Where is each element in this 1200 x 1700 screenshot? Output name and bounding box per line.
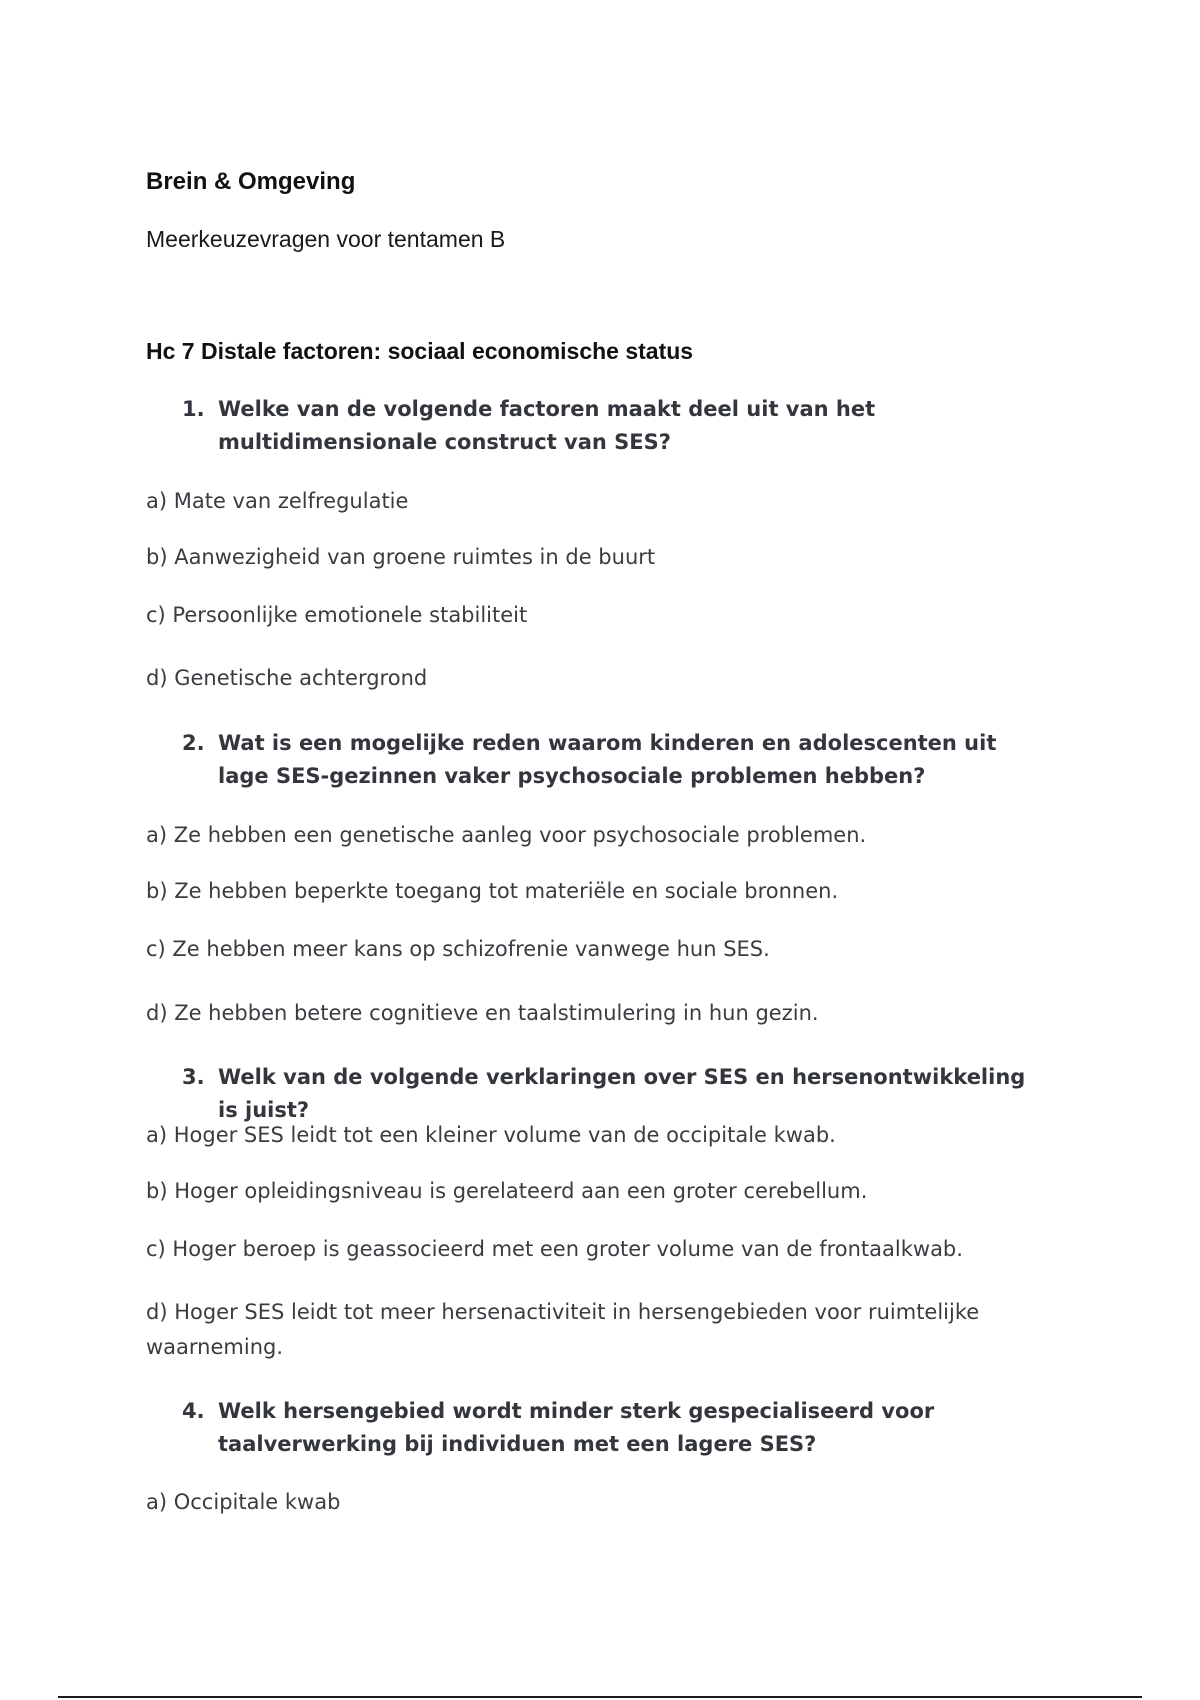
question-4 [182, 1395, 1052, 1461]
question-number: 2. [182, 731, 205, 755]
question-4-option-a: a) Occipitale kwab [146, 1490, 341, 1514]
question-1 [182, 393, 1052, 459]
question-number: 3. [182, 1065, 205, 1089]
question-text: Welke van de volgende factoren maakt deel uit van het multidimensionale construct van SES? [218, 397, 876, 454]
question-3-option-d: d) Hoger SES leidt tot meer hersenactiviteit in hersengebieden voor ruimtelijke waarneming. [146, 1300, 980, 1359]
page-bottom-divider [58, 1696, 1142, 1698]
question-2-option-a: a) Ze hebben een genetische aanleg voor psychosociale problemen. [146, 823, 867, 847]
question-number: 1. [182, 397, 205, 421]
question-1-option-b: b) Aanwezigheid van groene ruimtes in de buurt [146, 545, 656, 569]
question-1-option-c: c) Persoonlijke emotionele stabiliteit [146, 603, 528, 627]
question-2-option-b: b) Ze hebben beperkte toegang tot materiële en sociale bronnen. [146, 879, 839, 903]
question-3-option-a: a) Hoger SES leidt tot een kleiner volume van de occipitale kwab. [146, 1123, 836, 1147]
question-number: 4. [182, 1399, 205, 1423]
question-2 [182, 727, 1052, 793]
section-heading: Hc 7 Distale factoren: sociaal economische status [146, 338, 694, 364]
question-1-option-a: a) Mate van zelfregulatie [146, 489, 409, 513]
question-text: Welk hersengebied wordt minder sterk gespecialiseerd voor taalverwerking bij individuen met een lagere SES? [218, 1399, 935, 1456]
question-text: Welk van de volgende verklaringen over SES en hersenontwikkeling is juist? [218, 1065, 1026, 1122]
question-1-option-d: d) Genetische achtergrond [146, 666, 428, 690]
question-text: Wat is een mogelijke reden waarom kinderen en adolescenten uit lage SES-gezinnen vaker psychosociale problemen hebben? [218, 731, 997, 788]
document-title: Brein & Omgeving [146, 168, 356, 195]
question-3-option-b: b) Hoger opleidingsniveau is gerelateerd aan een groter cerebellum. [146, 1179, 868, 1203]
document-subtitle: Meerkeuzevragen voor tentamen B [146, 226, 506, 252]
question-3-option-c: c) Hoger beroep is geassocieerd met een groter volume van de frontaalkwab. [146, 1237, 963, 1261]
question-2-option-d: d) Ze hebben betere cognitieve en taalstimulering in hun gezin. [146, 1001, 819, 1025]
question-2-option-c: c) Ze hebben meer kans op schizofrenie vanwege hun SES. [146, 937, 770, 961]
